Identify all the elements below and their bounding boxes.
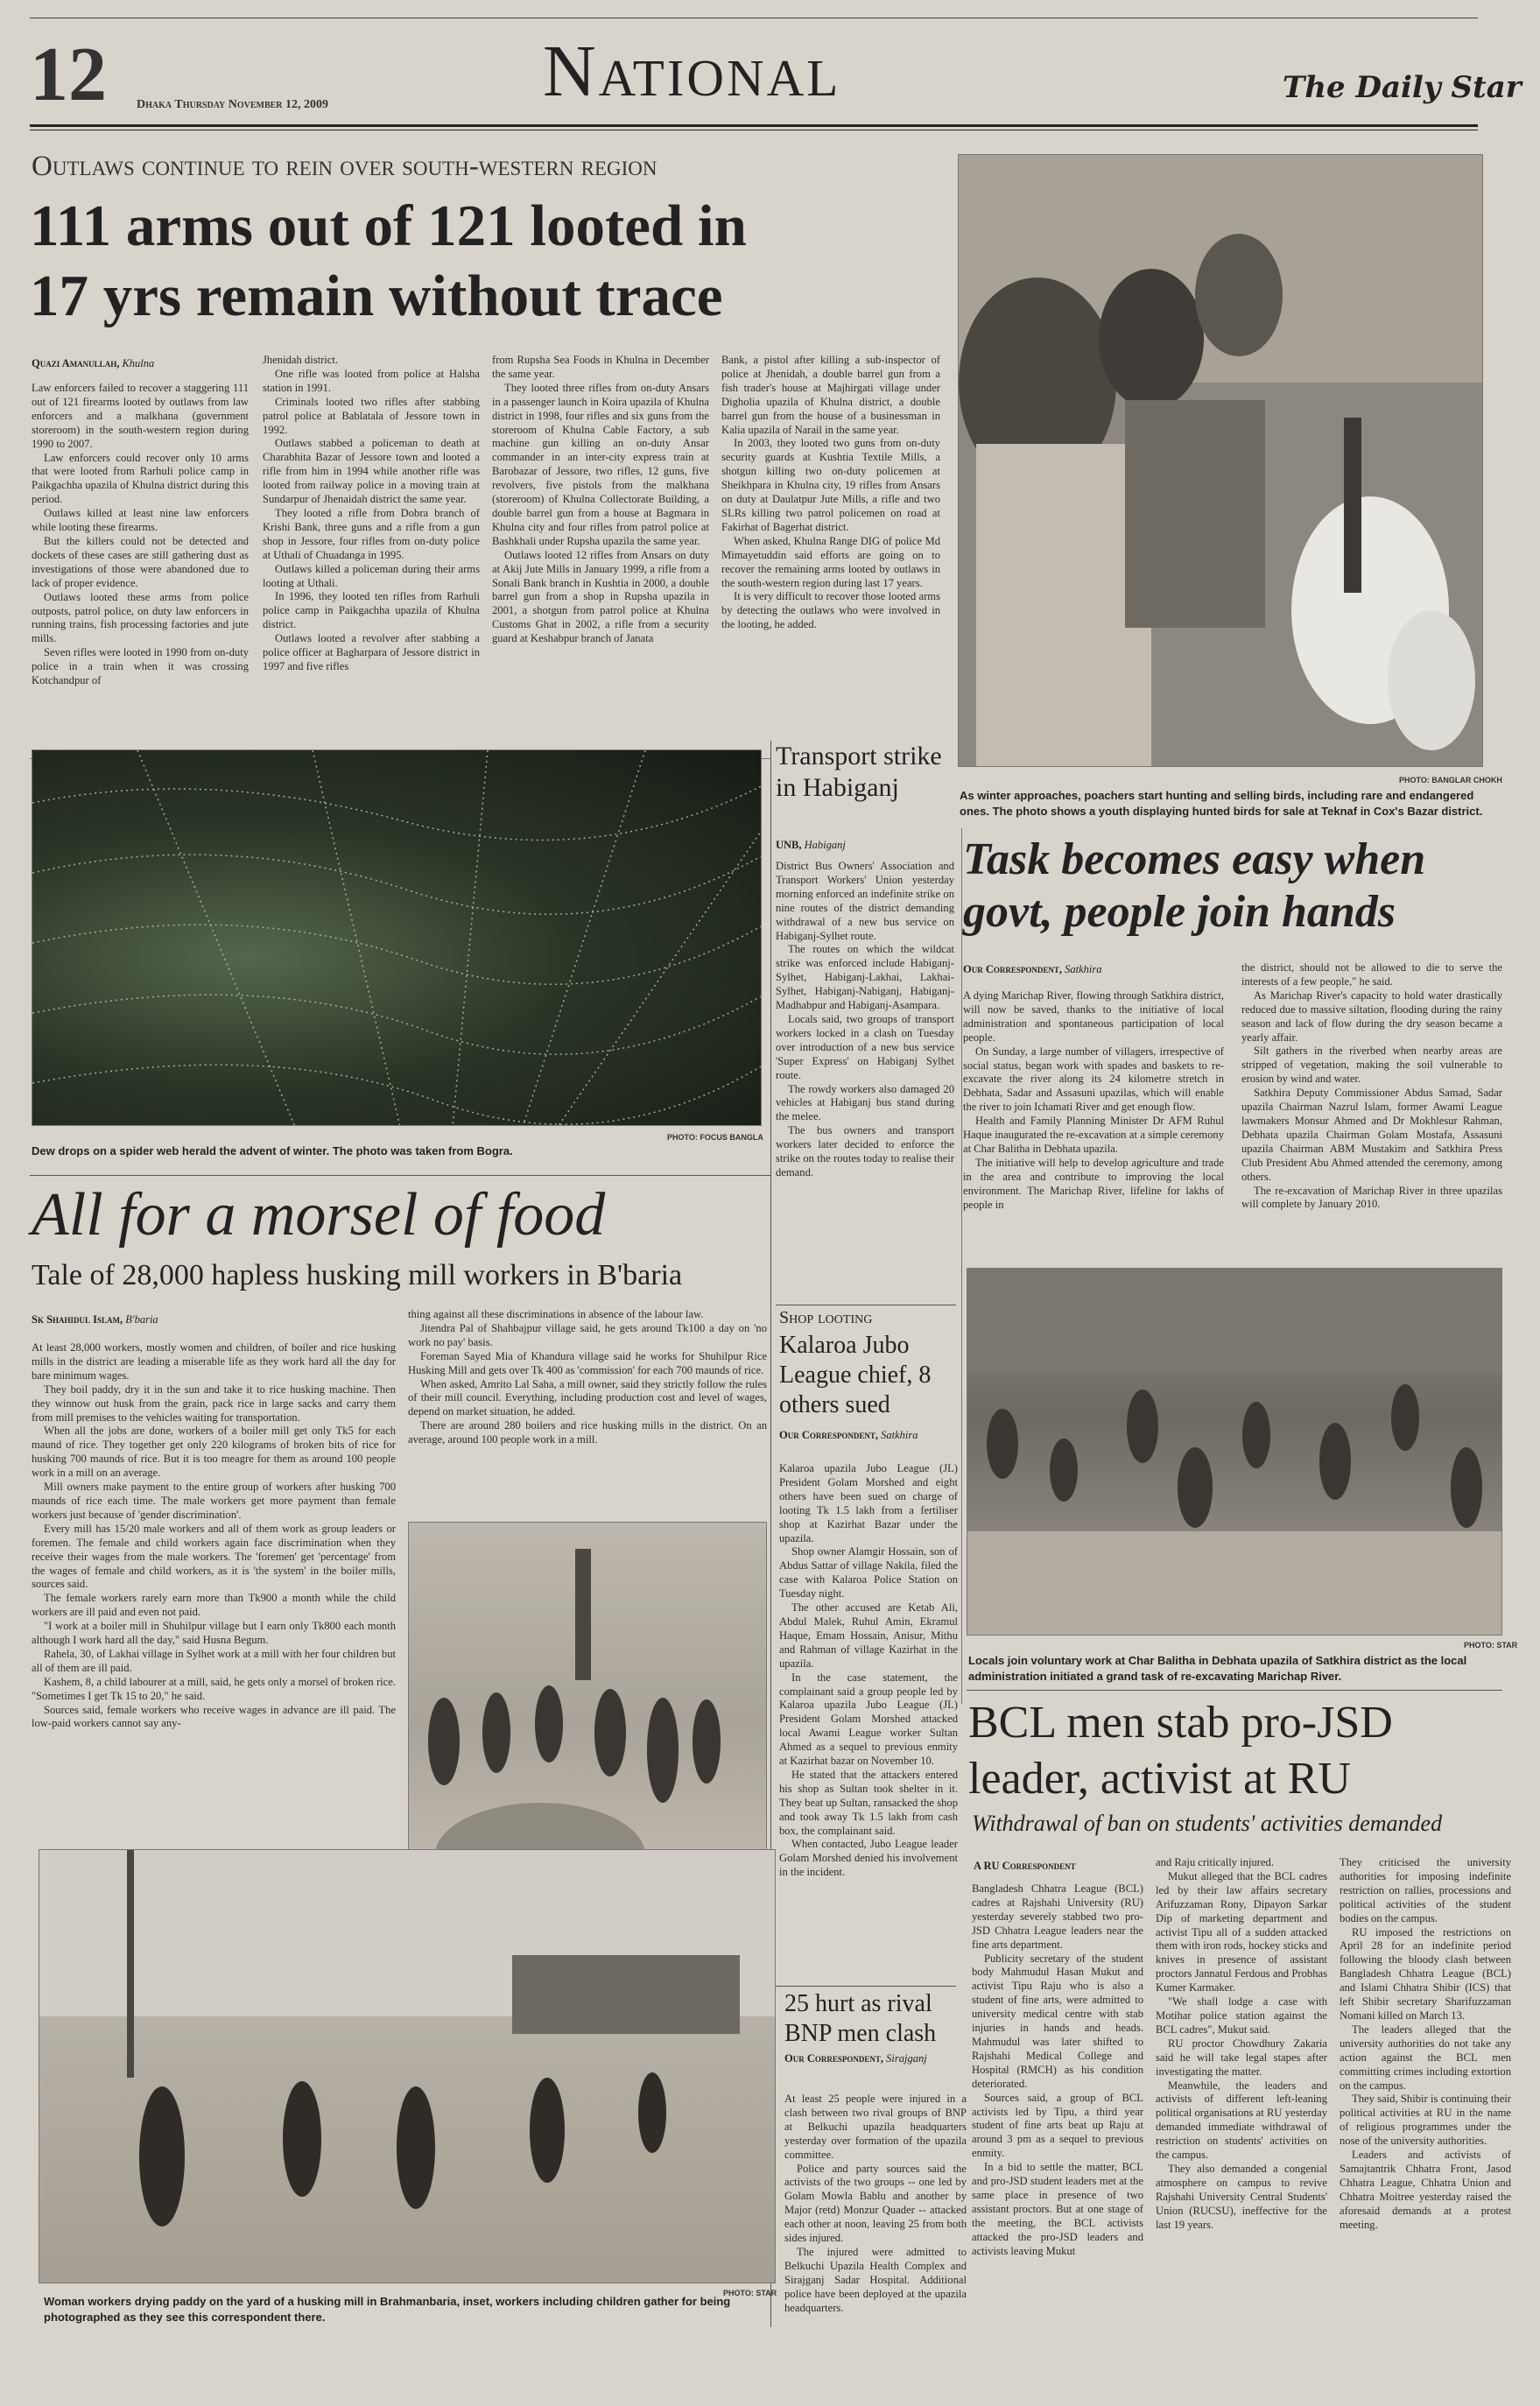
dew-photo xyxy=(32,749,762,1126)
transport-body: District Bus Owners' Association and Transport Workers' Union yesterday morning enforced an indefinite strike on nine routes of the district demanding withdrawal of a new bus service on Habiganj-Sylhet route. The routes on which the wildcat strike was enforced include Habiganj-Sylhet, Habiganj-Lakhai, Lakhai-Sylhet, Habiganj-Nabiganj, Habiganj-Madhabpur and Habiganj-Asampara. Locals said, two groups of transport workers locked in a clash on Tuesday over introduction of a new bus service 'Super Express' on Habiganj Sylhet route. The rowdy workers also damaged 20 vehicles at Habiganj bus stand during the melee. The bus owners and transport workers later decided to enforce the strike on the routes today to realise their demand. xyxy=(776,860,954,1178)
looting-byline: Our Correspondent, Satkhira xyxy=(779,1429,918,1441)
river-photo xyxy=(967,1268,1502,1636)
paper-logo: The Daily Star xyxy=(1283,70,1522,105)
section-title: National xyxy=(543,31,841,112)
task-byline: Our Correspondent, Satkhira xyxy=(963,963,1102,975)
dateline: Dhaka Thursday November 12, 2009 xyxy=(137,98,329,111)
morsel-subhead: Tale of 28,000 hapless husking mill workers in B'baria xyxy=(32,1259,683,1291)
looting-kicker: Shop looting xyxy=(779,1308,873,1327)
task-headline: Task becomes easy when govt, people join hands xyxy=(963,834,1426,937)
dew-photo-image xyxy=(32,750,762,1126)
arms-col-3: from Rupsha Sea Foods in Khulna in December the same year. They looted three rifles from on-duty Ansars in a passenger launch in Koira upazila of Khulna district in 1998, four rifles and six guns from the storeroom of Khulna Cable Factory, a sub machine gun killing an on-duty Ansar commander in an inter-city express train at Barobazar of Jessore, two rifles, 12 guns, five revolvers, five pistols from the malkhana (storeroom) of Khulna Collectorate Building, a double barrel gun from a house at Bagmara in Khulna city and four rifles from patrol police at Bashkhali under Rupsha upazila the same year. Outlaws looted 12 rifles from Ansars on duty at Akij Jute Mills in January 1999, a rifle from a Sonali Bank branch in Kushtia in 2000, a double barrel gun from a shop in Rupsha upazila in 2001, a shotgun from patrol police at Khulna Customs Ghat in 2002, a rifle from a security guard at Keshabpur branch of Janata xyxy=(492,354,709,645)
bcl-headline: BCL men stab pro-JSD leader, activist at RU xyxy=(968,1698,1393,1804)
arms-col-4: Bank, a pistol after killing a sub-inspector of police at Jhenidah, a double barrel gun from a fish trader's house at Majhirgati village under Digholia upazila of Khulna district, a double barrel gun from the house of a businessman in Kalia upazila of Narail in the same year. In 2003, they looted two guns from on-duty security guards at Kushtia Textile Mills, a shotgun killing two on-duty policemen at Sheikhpara in Khulna city, 19 rifles from Ansars on duty at Daulatpur Jute Mills, a rifle and two SLRs killing two patrol policemen on road at Fakirhat of Bagerhat district. When asked, Khulna Range DIG of police Md Mimayetuddin said efforts are going on to recover the remaining arms looted by outlaws in the south-western region during last 17 years. It is very difficult to recover those looted arms by detecting the outlaws who were involved in the looting, he added. xyxy=(721,354,940,631)
morsel-headline: All for a morsel of food xyxy=(32,1181,606,1249)
arms-headline xyxy=(30,191,940,331)
morsel-byline: Sk Shahidul Islam, B'baria xyxy=(32,1313,158,1326)
transport-byline: UNB, Habiganj xyxy=(776,839,846,851)
birds-credit: PHOTO: BANGLAR CHOKH xyxy=(1399,776,1502,784)
birds-caption: As winter approaches, poachers start hunting and selling birds, including rare and endangered ones. The photo shows a youth displaying hunted birds for sale at Teknaf in Cox's Bazar district. xyxy=(960,789,1483,818)
dew-credit: PHOTO: FOCUS BANGLA xyxy=(667,1133,763,1142)
clash-byline: Our Correspondent, Sirajganj xyxy=(784,2052,927,2065)
looting-body: Kalaroa upazila Jubo League (JL) President Golam Morshed and eight others have been sued on charge of looting Tk 1.5 lakh from a fertiliser shop at Kazirhat Bazar under the upazila. Shop owner Alamgir Hossain, son of Abdus Sattar of village Nakila, filed the case with Kalaroa Police Station on Tuesday night. The other accused are Ketab Ali, Abdul Malek, Ruhul Amin, Ekramul Haque, Emam Hossain, Anisur, Mithu and Rahman of village Kazirhat in the upazila. In the case statement, the complainant said a group people led by Kalaroa upazila Jubo League (JL) President Golam Morshed attacked local Awami League worker Sultan Ahmed as a sequel to previous enmity at Kazirhat bazar on November 10. He stated that the attackers entered his shop as Sultan took shelter in it. They beat up Sultan, ransacked the shop and took away Tk 1.5 lakh from cash box, the complainant said. When contacted, Jubo League leader Golam Morshed denied his involvement in the incident. xyxy=(779,1462,958,1879)
clash-body: At least 25 people were injured in a clash between two rival groups of BNP at Belkuchi upazila headquarters yesterday over formation of the upazila committee. Police and party sources said the activists of the two groups -- one led by Golam Mowla Bablu and another by Major (retd) Monzur Quader -- attacked each other at noon, leaving 25 from both sides injured. The injured were admitted to Belkuchi Upazila Health Complex and Sirajganj Sadar Hospital. Additional police have been deployed at the upazila headquarters. xyxy=(784,2093,967,2314)
clash-headline: 25 hurt as rival BNP men clash xyxy=(784,1990,937,2047)
transport-headline: Transport strike in Habiganj xyxy=(776,742,942,802)
morsel-col-2: thing against all these discriminations in absence of the labour law. Jitendra Pal of Shahbajpur village said, he gets around Tk100 a day on 'no work no pay' basis. Foreman Sayed Mia of Khandura village said he works for Shuhilpur Rice Husking Mill and gets over Tk 400 as 'commission' for each 700 maunds of rice. When asked, Amrito Lal Saha, a mill owner, said they strictly follow the rules of their mill council. Everything, including production cost and level of wages, depend on market situation, he added. There are around 280 boilers and rice husking mills in the district. On an average, around 100 people work in a mill. xyxy=(408,1308,767,1446)
arms-col-2: Jhenidah district. One rifle was looted from police at Halsha station in 1991. Criminals looted two rifles after stabbing patrol police at Bablatala of Jessore town in 1992. Outlaws stabbed a policeman to death at Charabhita Bazar of Jessore town and looted a rifle from him in 1994 while another rifle was looted from railway police in a moving train at Sundarpur of Jhenaidah district the same year. They looted a rifle from Dobra branch of Krishi Bank, three guns and a rifle from a gun shop in Jessore, four rifles from on-duty police at Uthali of Chuadanga in 1995. Outlaws killed a policeman during their arms looting at Uthali. In 1996, they looted ten rifles from Rarhuli police camp in Paikgachha upazila of Khulna district. Outlaws looted a revolver after stabbing a police officer at Bagharpara of Jessore district in 1997 and five rifles xyxy=(263,354,480,672)
task-col-2: the district, should not be allowed to die to serve the interests of a few people," he said. As Marichap River's capacity to hold water drastically reduced due to massive siltation, flooding during the rainy season and lack of flow during the dry season became a yearly affair. Silt gathers in the riverbed when nearby areas are stripped of vegetation, making the soil vulnerable to erosion by wind and water. Satkhira Deputy Commissioner Abdus Samad, Sadar upazila Chairman Nazrul Islam, former Awami League lawmakers Monsur Ahmed and Dr Mokhlesur Rahman, Debhata upazila Chairman Golam Mostafa, Assasuni upazila Chairman ABM Mustakim and Satkhira Press Club President Abu Ahmed attended the ceremony, among others. The re-excavation of Marichap River in three upazilas will complete by January 2010. xyxy=(1241,961,1502,1211)
task-col-1: A dying Marichap River, flowing through Satkhira district, will now be saved, thanks to the initiative of local administration and spontaneous participation of local people. On Sunday, a large number of villagers, irrespective of social status, began work with spades and baskets to re-excavate the river along its 24 kilometre stretch in Debhata, Sadar and Assasuni upazilas, which will enable the river to join Ichamati River and get enough flow. Health and Family Planning Minister Dr AFM Ruhul Haque inaugurated the re-excavation at a simple ceremony at Char Balitha in Debhata upazila. The initiative will help to develop agriculture and trade in the area and contribute to improving the local environment. The Marichap River, lifeline for lakhs of people in xyxy=(963,989,1224,1211)
arms-col-1: Law enforcers failed to recover a staggering 111 out of 121 firearms looted by outlaws from law enforcers and a malkhana (government storeroom) in the south-western region during 1990 to 2007. Law enforcers could recover only 10 arms that were looted from Rarhuli police camp in Paikgachha upazila of Khulna district during this period. Outlaws killed at least nine law enforcers while looting these firearms. But the killers could not be detected and dockets of these cases are still gathering dust as investigations of those were abandoned due to lack of proper evidence. Outlaws looted these arms from police outposts, patrol police, on duty law enforcers in running trains, fish processing factories and jute mills. Seven rifles were looted in 1990 from on-duty police in a train when it was crossing Kotchandpur of xyxy=(32,382,249,687)
paddy-credit: PHOTO: STAR xyxy=(723,2289,777,2297)
morsel-col-1: At least 28,000 workers, mostly women and children, of boiler and rice husking mills in the district are leading a miserable life as they work hard all the day for bare minimum wages. They boil paddy, dry it in the sun and take it to rice husking machine. Then they winnow out husk from the grain, pack rice in large sacks and carry them from mill premises to the vehicles waiting for transportation. When all the jobs are done, workers of a boiler mill get only Tk5 for each maund of rice. They together get only 220 kilograms of broken bits of rice for husking 700 maunds of rice. But it is too meagre for them as around 100 people work in a mill on an average. Mill owners make payment to the entire group of workers after husking 700 maunds of rice each time. The male workers get more payment than female workers just because of 'gender discrimination'. Every mill has 15/20 male workers and all of them work as group leaders or foremen. The female and child workers again face discrimination when they receive their wages from the male workers. The 'foremen' get 'percentage' from the wages of female and child workers, as it is 'the system' in the boiler mills, sources said. The female workers rarely earn more than Tk900 a month while the child workers are ill paid and even not paid. "I work at a boiler mill in Shuhilpur village but I earn only Tk800 each month although I work hard all the day," said Husna Begum. Rahela, 30, of Lakhai village in Sylhet work at a mill with her four children but all of them are ill paid. Kashem, 8, a child labourer at a mill, said, he gets only a morsel of broken rice. "Sometimes I get Tk 15 to 20," he said. Sources said, female workers who receive wages in advance are ill paid. The low-paid workers cannot say any- xyxy=(32,1341,396,1730)
looting-headline: Kalaroa Jubo League chief, 8 others sued xyxy=(779,1332,932,1418)
arms-headline-line1: 111 arms out of 121 looted in xyxy=(30,193,747,258)
river-photo-image xyxy=(967,1269,1502,1636)
arms-kicker: Outlaws continue to rein over south-western region xyxy=(32,151,657,182)
paddy-photo xyxy=(39,1849,776,2283)
dew-caption: Dew drops on a spider web herald the advent of winter. The photo was taken from Bogra. xyxy=(32,1144,513,1157)
paddy-photo-image xyxy=(39,1850,776,2283)
birds-photo xyxy=(958,154,1483,767)
birds-photo-image xyxy=(959,155,1483,767)
bcl-col-3: They criticised the university authorities for imposing indefinite restriction on rallies, processions and political activities of the student bodies on the campus. RU imposed the restrictions on April 28 for an indefinite period following the bloody clash between Bangladesh Chhatra League (BCL) and Islami Chhatra Shibir (ICS) that left Shibir secretary Sharifuzzaman Nomani killed on March 13. The leaders alleged that the university authorities do not take any action against the BCL men committing crimes including extortion on the campus. They said, Shibir is continuing their political activities at RU in the name of religious programmes under the nose of the university authorities. Leaders and activists of Samajtantrik Chhatra Front, Jasod Chhatra League, Chhatra Union and Chhatra Moitree yesterday raised the aforesaid demands at a protest meeting. xyxy=(1340,1856,1511,2231)
arms-byline: Quazi Amanullah, Khulna xyxy=(32,357,155,369)
paddy-caption: Woman workers drying paddy on the yard of a husking mill in Brahmanbaria, inset, workers including children gather for being photographed as they see this correspondent there. xyxy=(44,2295,731,2324)
bcl-col-1: Bangladesh Chhatra League (BCL) cadres at Rajshahi University (RU) yesterday severely stabbed two pro-JSD Chhatra League leaders near the fine arts department. Publicity secretary of the student body Mahmudul Hasan Mukut and activist Tipu Raju who is also a student of fine arts, were admitted to university medical centre with stab injuries in hands and heads. Mahmudul was later shifted to Rajshahi Medical College and Hospital (RMCH) as his condition deteriorated. Sources said, a group of BCL activists led by Tipu, a third year student of fine arts beat up Raju at around 3 pm as a sequel to previous enmity. In a bid to settle the matter, BCL and pro-JSD student leaders met at the same place in presence of two assistant proctors. But at one stage of the meeting, the BCL activists attacked the pro-JSD leaders and activists leaving Mukut xyxy=(972,1882,1143,2257)
bcl-col-2: and Raju critically injured. Mukut alleged that the BCL cadres led by their law affairs secretary Arifuzzaman Rony, Dipayon Sarkar Dip of marketing department and activist Tipu all of a sudden attacked them with iron rods, hockey sticks and knives in presence of assistant proctors Jannatul Ferdous and Probhas Kumer Karmaker. "We shall lodge a case with Motihar police station against the BCL cadres", Mukut said. RU proctor Chowdhury Zakaria said he will take legal stapes after investigating the matter. Meanwhile, the leaders and activists of different left-leaning political organisations at RU yesterday demanded immediate withdrawal of restriction on students' activities on the campus. They also demanded a congenial atmosphere on campus to revive Rajshahi University Central Students' Union (RUCSU), ineffective for the last 19 years. xyxy=(1156,1856,1327,2231)
river-caption: Locals join voluntary work at Char Balitha in Debhata upazila of Satkhira district as the local administration initiated a grand task of re-excavating Marichap River. xyxy=(968,1654,1467,1683)
page-number: 12 xyxy=(30,32,107,117)
bcl-byline: A RU Correspondent xyxy=(974,1860,1076,1872)
arms-headline-line2: 17 yrs remain without trace xyxy=(30,264,723,328)
river-credit: PHOTO: STAR xyxy=(1464,1641,1518,1650)
bcl-subhead: Withdrawal of ban on students' activities demanded xyxy=(972,1811,1443,1836)
